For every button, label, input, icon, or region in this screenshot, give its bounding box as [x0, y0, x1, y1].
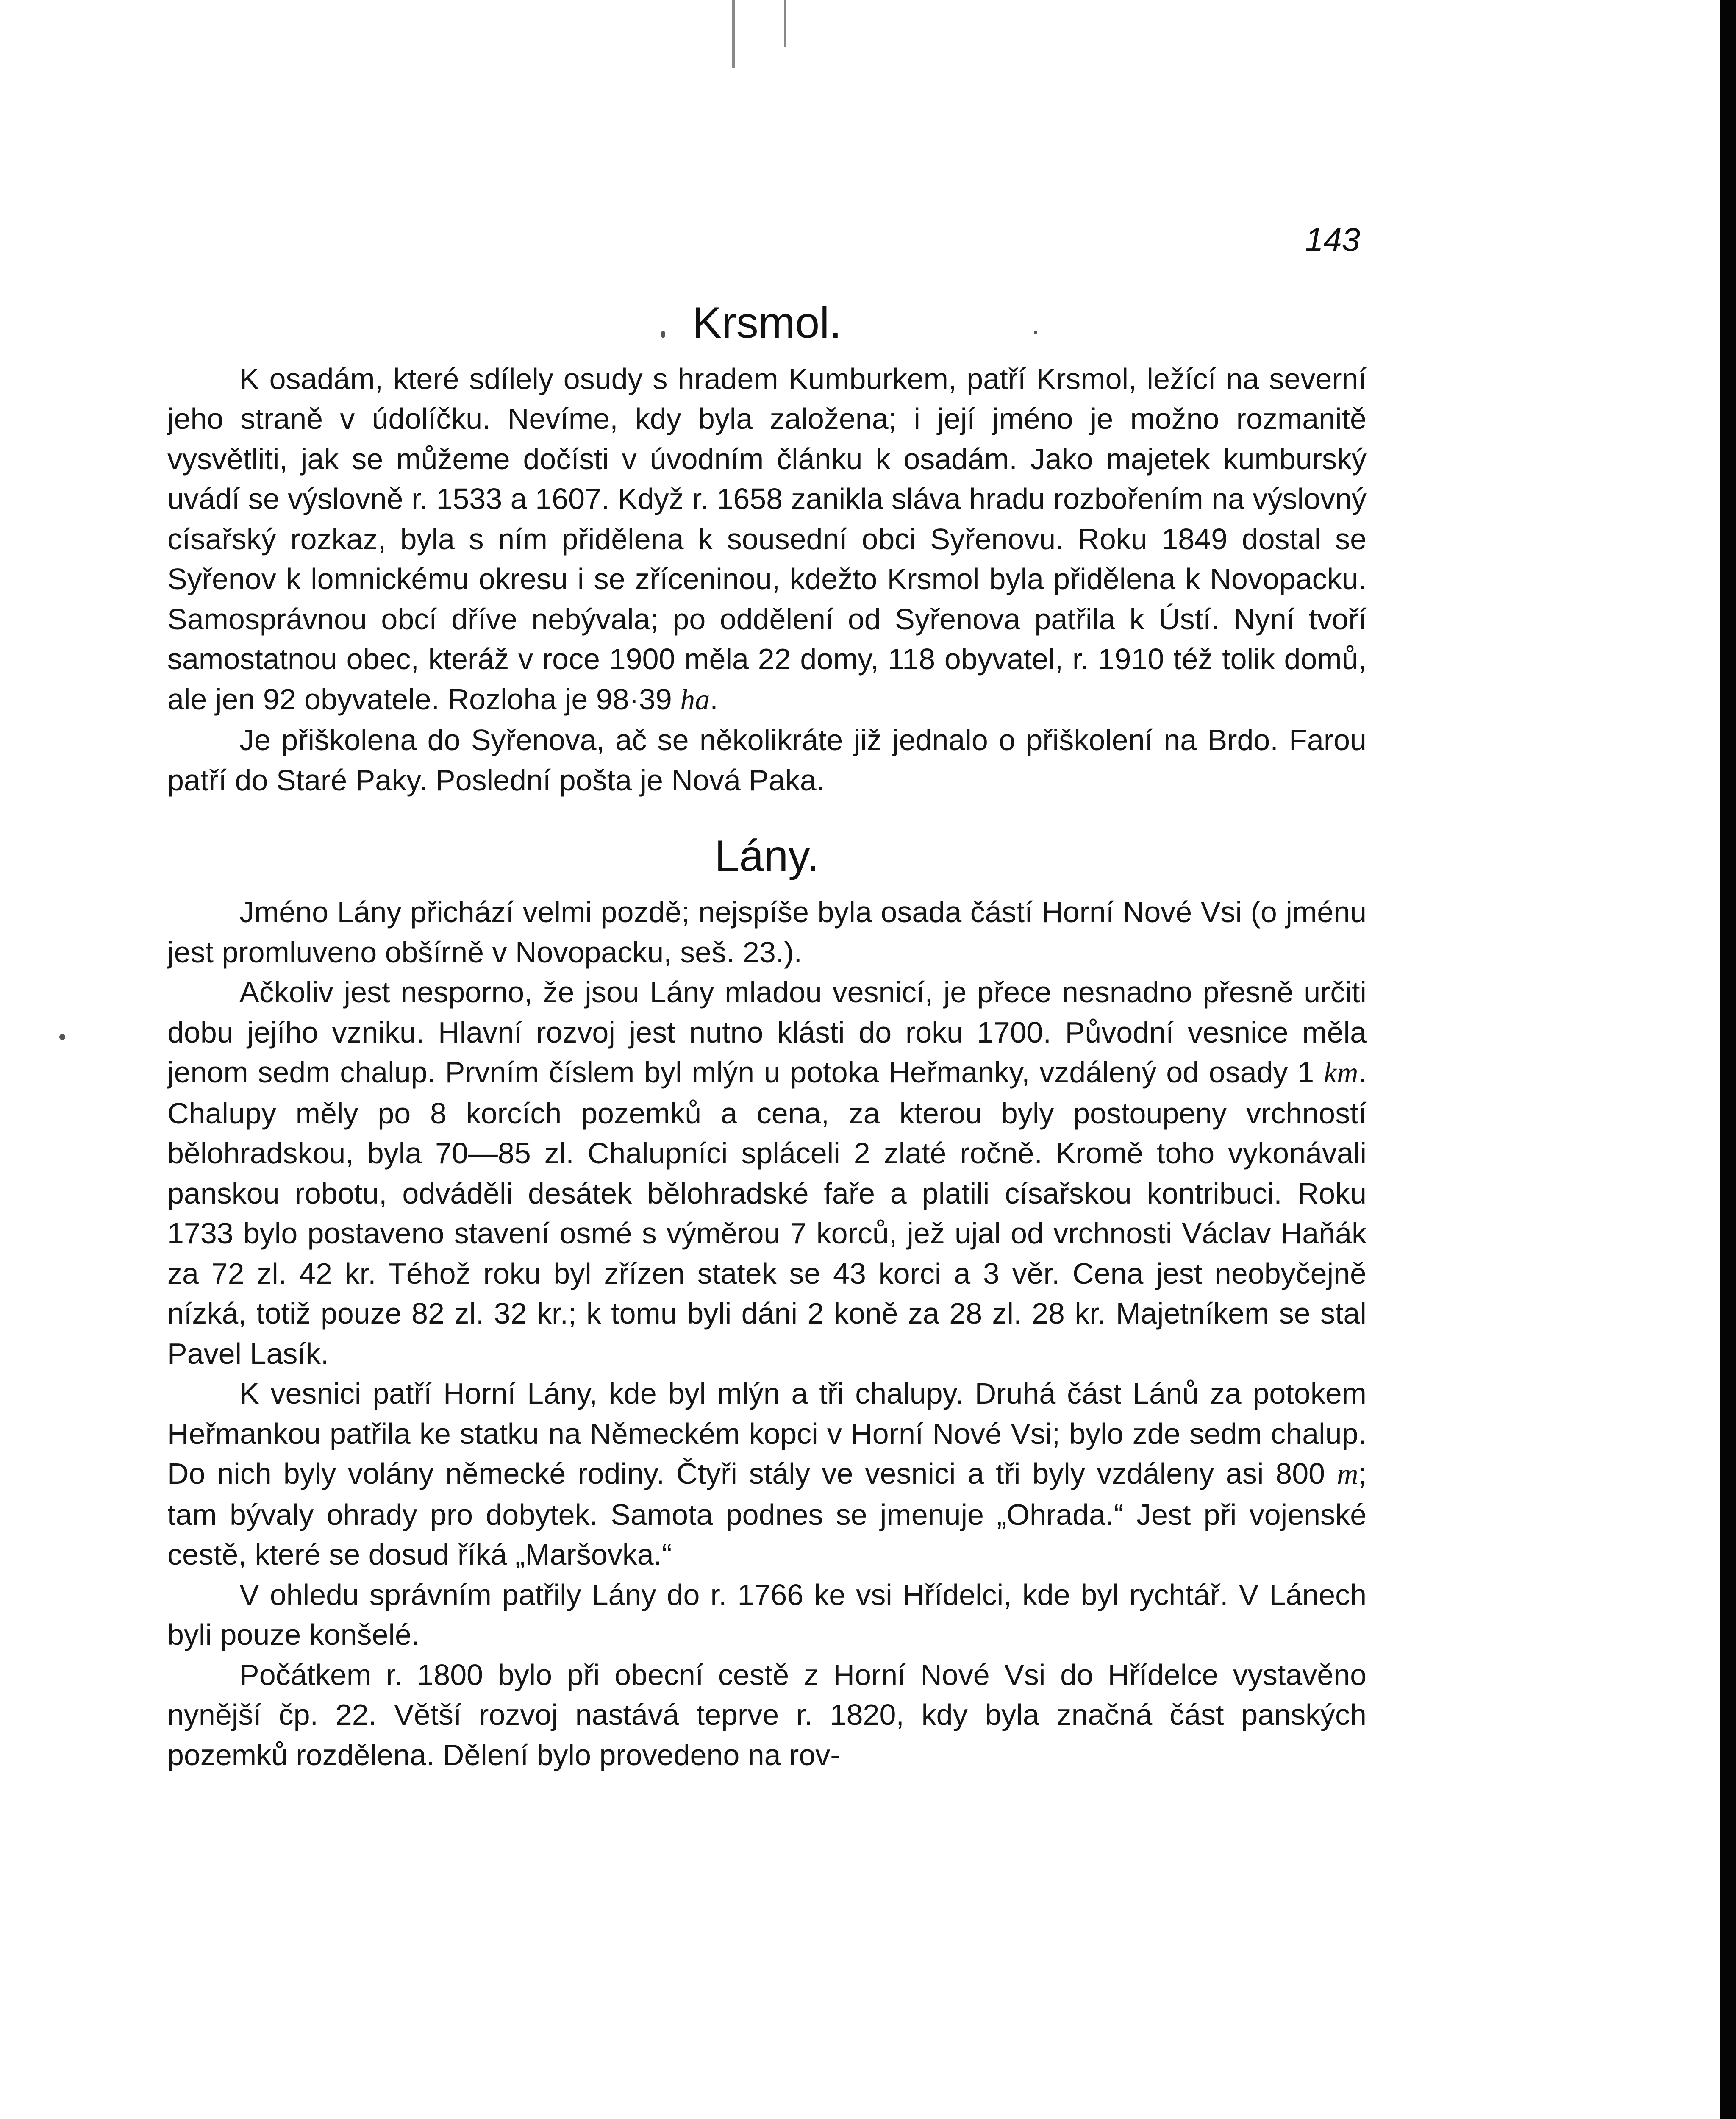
scan-scratch	[732, 0, 735, 68]
scan-speck	[661, 331, 665, 338]
paragraph: V ohledu správním patřily Lány do r. 1766 ke vsi Hřídelci, kde byl rychtář. V Lánech byli pouze konšelé.	[167, 1578, 1367, 1652]
paragraph: Ačkoliv jest nesporno, že jsou Lány mladou vesnicí, je přece nesnadno přesně určiti dobu jejího vzniku. Hlavní rozvoj jest nutno klásti do roku 1700. Původní vesnice měla jenom sedm chalup. Prvním číslem byl mlýn u potoka Heřmanky, vzdálený od osady 1 km. Chalupy měly po 8 korcích pozemků a cena, za kterou byly postoupeny vrchností bělohradskou, byla 70—85 zl. Chalupníci spláceli 2 zlaté ročně. Kromě toho vykonávali panskou robotu, odváděli desátek bělohradské faře a platili císařskou kontribuci. Roku 1733 bylo postaveno stavení osmé s výměrou 7 korců, jež ujal od vrchnosti Václav Haňák za 72 zl. 42 kr. Téhož roku byl zřízen statek se 43 korci a 3 věr. Cena jest neobyčejně nízká, totiž pouze 82 zl. 32 kr.; k tomu byli dáni 2 koně za 28 zl. 28 kr. Majetníkem se stal Pavel Lasík.	[167, 976, 1367, 1370]
page-number: 143	[1305, 221, 1361, 258]
paragraph: Jméno Lány přichází velmi pozdě; nejspíše byla osada částí Horní Nové Vsi (o jménu jest promluveno obšírně v Novopacku, seš. 23.).	[167, 895, 1367, 969]
section-title-krsmol: Krsmol.	[692, 298, 842, 348]
section-title-lany: Lány.	[714, 831, 819, 881]
scan-speck	[59, 1034, 65, 1040]
scan-edge	[1720, 0, 1736, 2119]
paragraph: Je přiškolena do Syřenova, ač se několikráte již jednalo o přiškolení na Brdo. Farou patří do Staré Paky. Poslední pošta je Nová Paka.	[167, 723, 1367, 797]
scan-speck	[1034, 331, 1037, 334]
text-body	[167, 297, 1367, 1775]
paragraph: K vesnici patří Horní Lány, kde byl mlýn a tři chalupy. Druhá část Lánů za potokem Heřmankou patřila ke statku na Německém kopci v Horní Nové Vsi; bylo zde sedm chalup. Do nich byly volány německé rodiny. Čtyři stály ve vesnici a tři byly vzdáleny asi 800 m; tam bývaly ohrady pro dobytek. Samota podnes se jmenuje „Ohrada.“ Jest při vojenské cestě, které se dosud říká „Maršovka.“	[167, 1377, 1367, 1571]
paragraph: K osadám, které sdílely osudy s hradem Kumburkem, patří Krsmol, ležící na severní jeho straně v údolíčku. Nevíme, kdy byla založena; i její jméno je možno rozmanitě vysvětliti, jak se můžeme dočísti v úvodním článku k osadám. Jako majetek kumburský uvádí se výslovně r. 1533 a 1607. Když r. 1658 zanikla sláva hradu rozbořením na výslovný císařský rozkaz, byla s ním přidělena k sousední obci Syřenovu. Roku 1849 dostal se Syřenov k lomnickému okresu i se zříceninou, kdežto Krsmol byla přidělena k Novopacku. Samosprávnou obcí dříve nebývala; po oddělení od Syřenova patřila k Ústí. Nyní tvoří samostatnou obec, kteráž v roce 1900 měla 22 domy, 118 obyvatel, r. 1910 též tolik domů, ale jen 92 obyvatele. Rozloha je 98·39 ha.	[167, 362, 1367, 716]
paragraph: Počátkem r. 1800 bylo při obecní cestě z Horní Nové Vsi do Hřídelce vystavěno nynější čp. 22. Větší rozvoj nastává teprve r. 1820, kdy byla značná část panských pozemků rozdělena. Dělení bylo provedeno na rov-	[167, 1658, 1367, 1771]
scan-scratch	[784, 0, 786, 47]
